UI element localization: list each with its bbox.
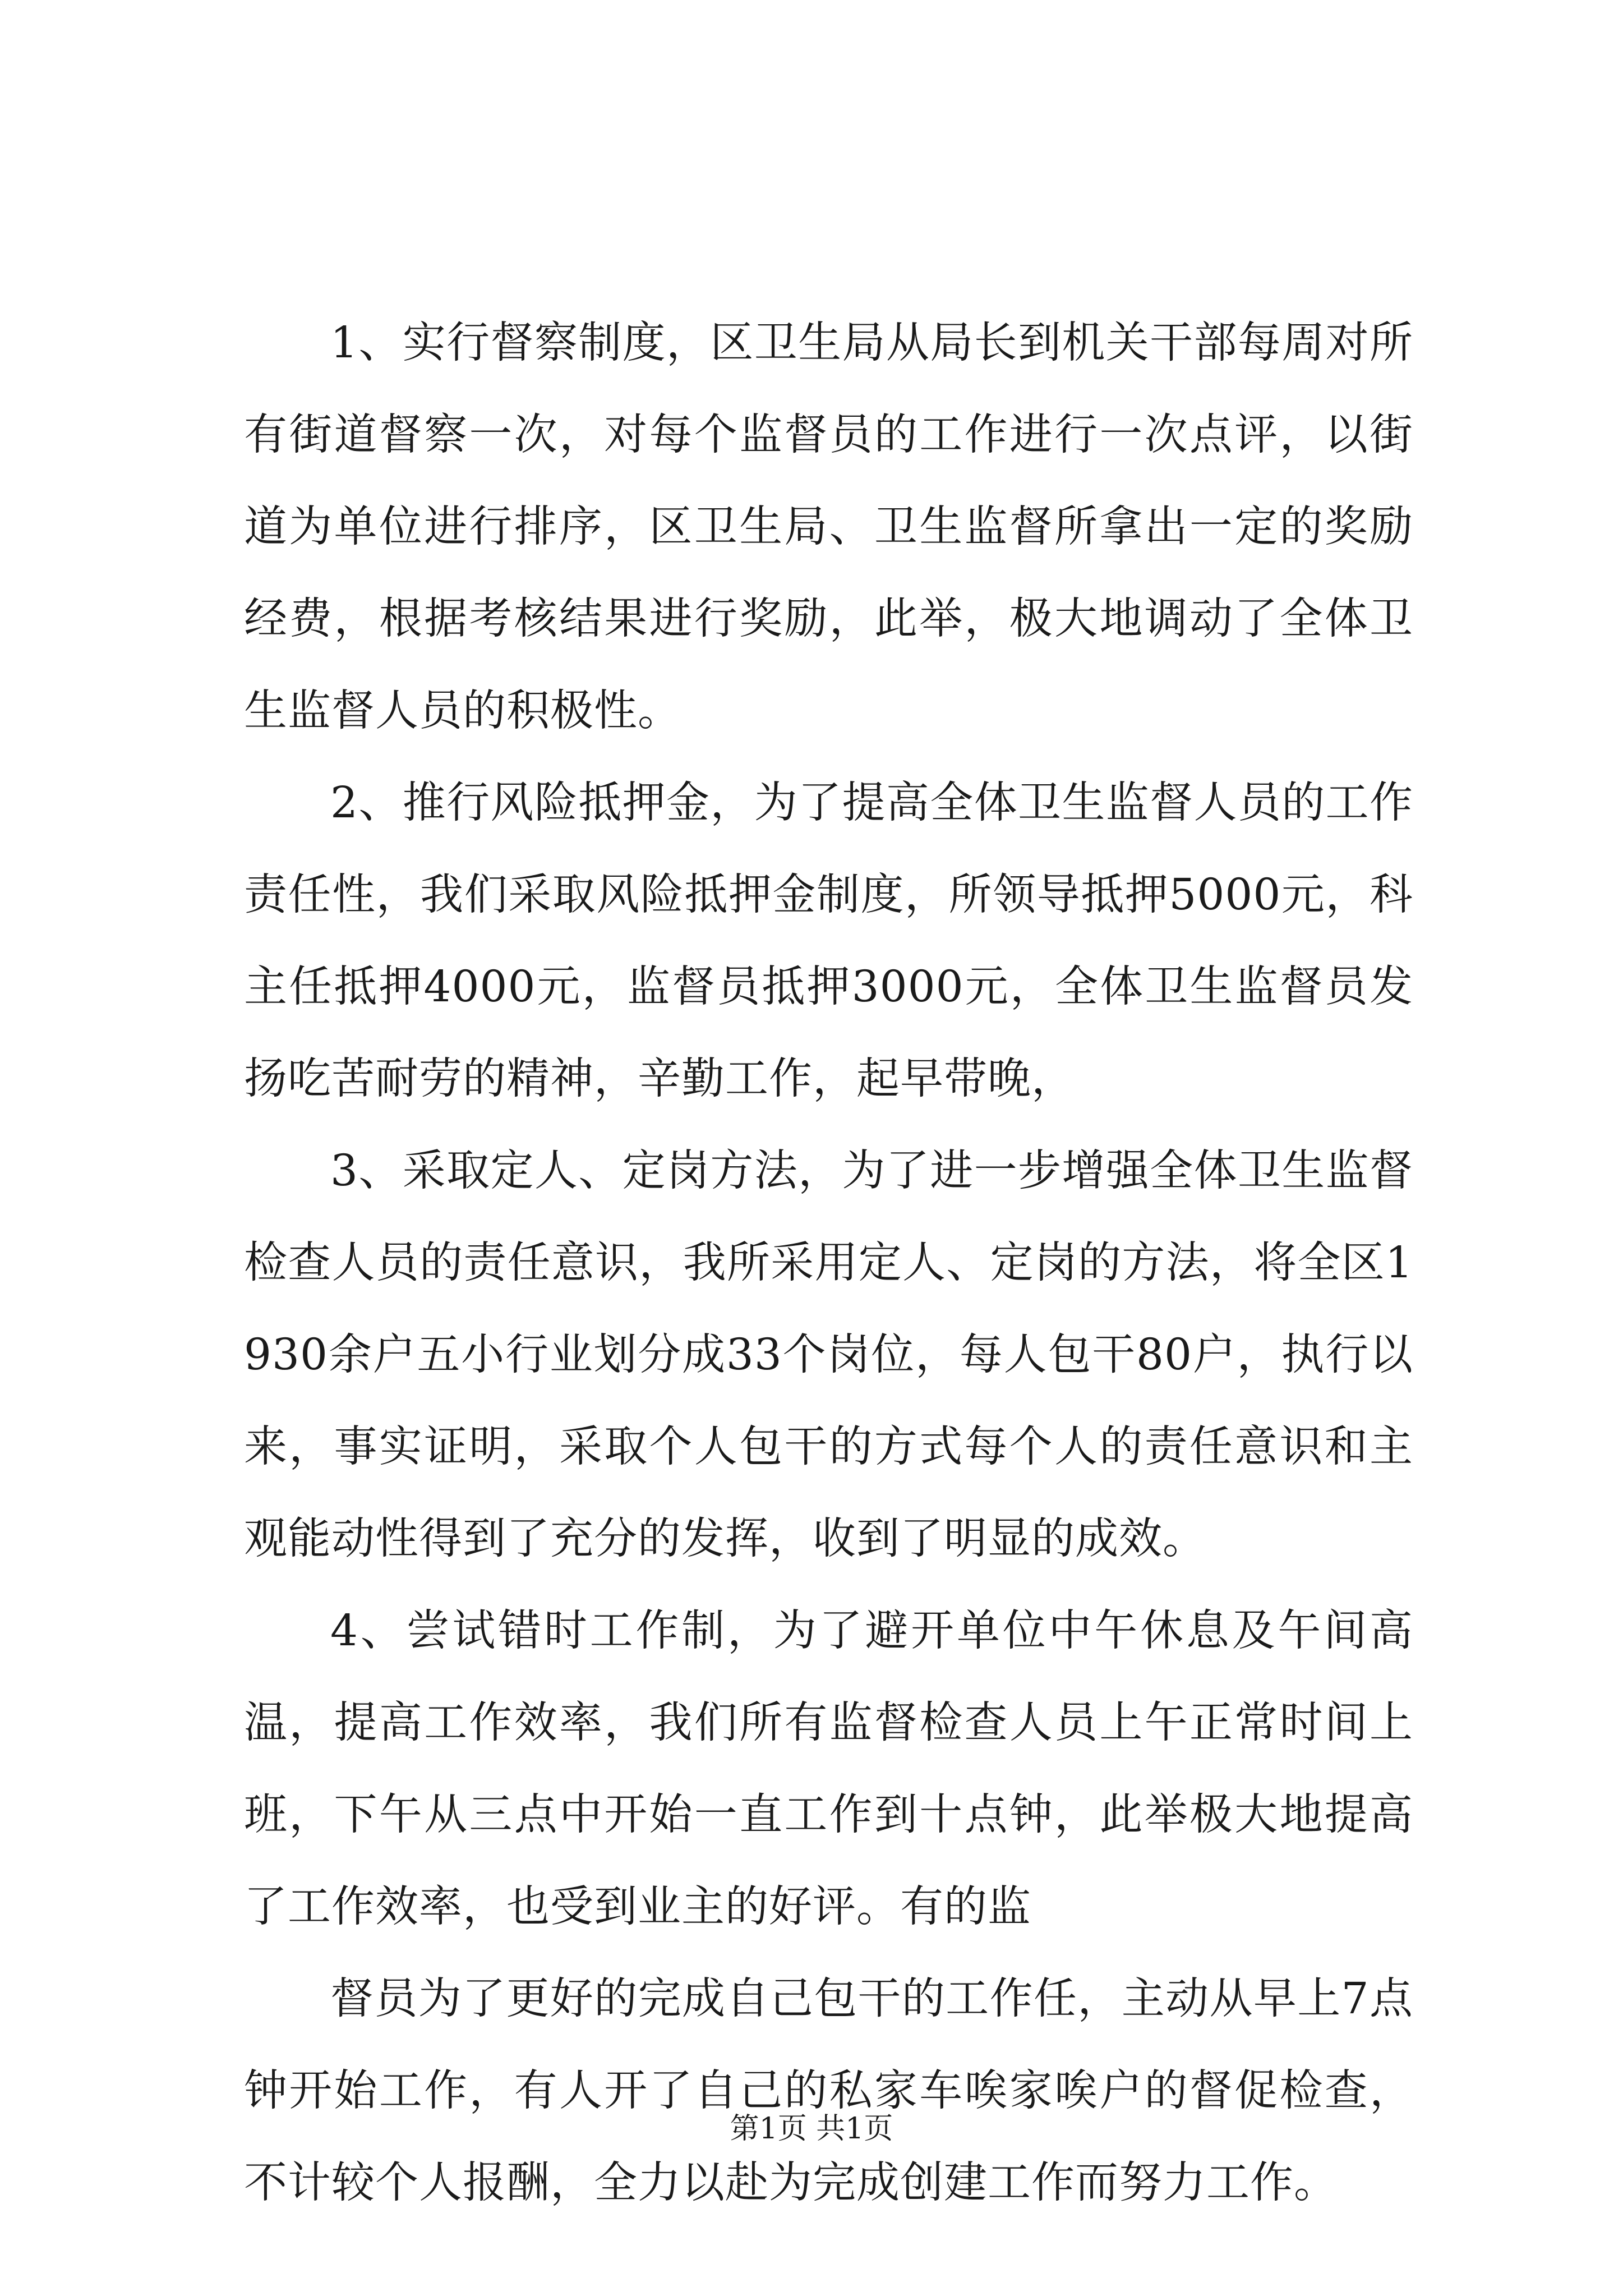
paragraph-1: 1、实行督察制度，区卫生局从局长到机关干部每周对所有街道督察一次，对每个监督员的工作进行一次点评，以街道为单位进行排序，区卫生局、卫生监督所拿出一定的奖励经费，根据考核结果进行奖励，此举，极大地调动了全体卫生监督人员的积极性。 (244, 318, 1413, 736)
paragraph-2: 2、推行风险抵押金，为了提高全体卫生监督人员的工作责任性，我们采取风险抵押金制度，所领导抵押5000元，科主任抵押4000元，监督员抵押3000元，全体卫生监督员发扬吃苦耐劳的精神，辛勤工作，起早带晚， (244, 778, 1413, 1104)
paragraph-3: 3、采取定人、定岗方法，为了进一步增强全体卫生监督检查人员的责任意识，我所采用定人、定岗的方法，将全区1930余户五小行业划分成33个岗位，每人包干80户，执行以来，事实证明，采取个人包干的方式每个人的责任意识和主观能动性得到了充分的发挥，收到了明显的成效。 (244, 1146, 1413, 1564)
page-number-footer: 第1页 共1页 (730, 2112, 893, 2146)
paragraph-4: 4、尝试错时工作制，为了避开单位中午休息及午间高温，提高工作效率，我们所有监督检查人员上午正常时间上班，下午从三点中开始一直工作到十点钟，此举极大地提高了工作效率，也受到业主的好评。有的监 (244, 1606, 1413, 1932)
document-body (244, 297, 1413, 2229)
paragraph-5: 督员为了更好的完成自己包干的工作任，主动从早上7点钟开始工作，有人开了自己的私家车唉家唉户的督促检查，不计较个人报酬，全力以赴为完成创建工作而努力工作。 (244, 1974, 1413, 2208)
